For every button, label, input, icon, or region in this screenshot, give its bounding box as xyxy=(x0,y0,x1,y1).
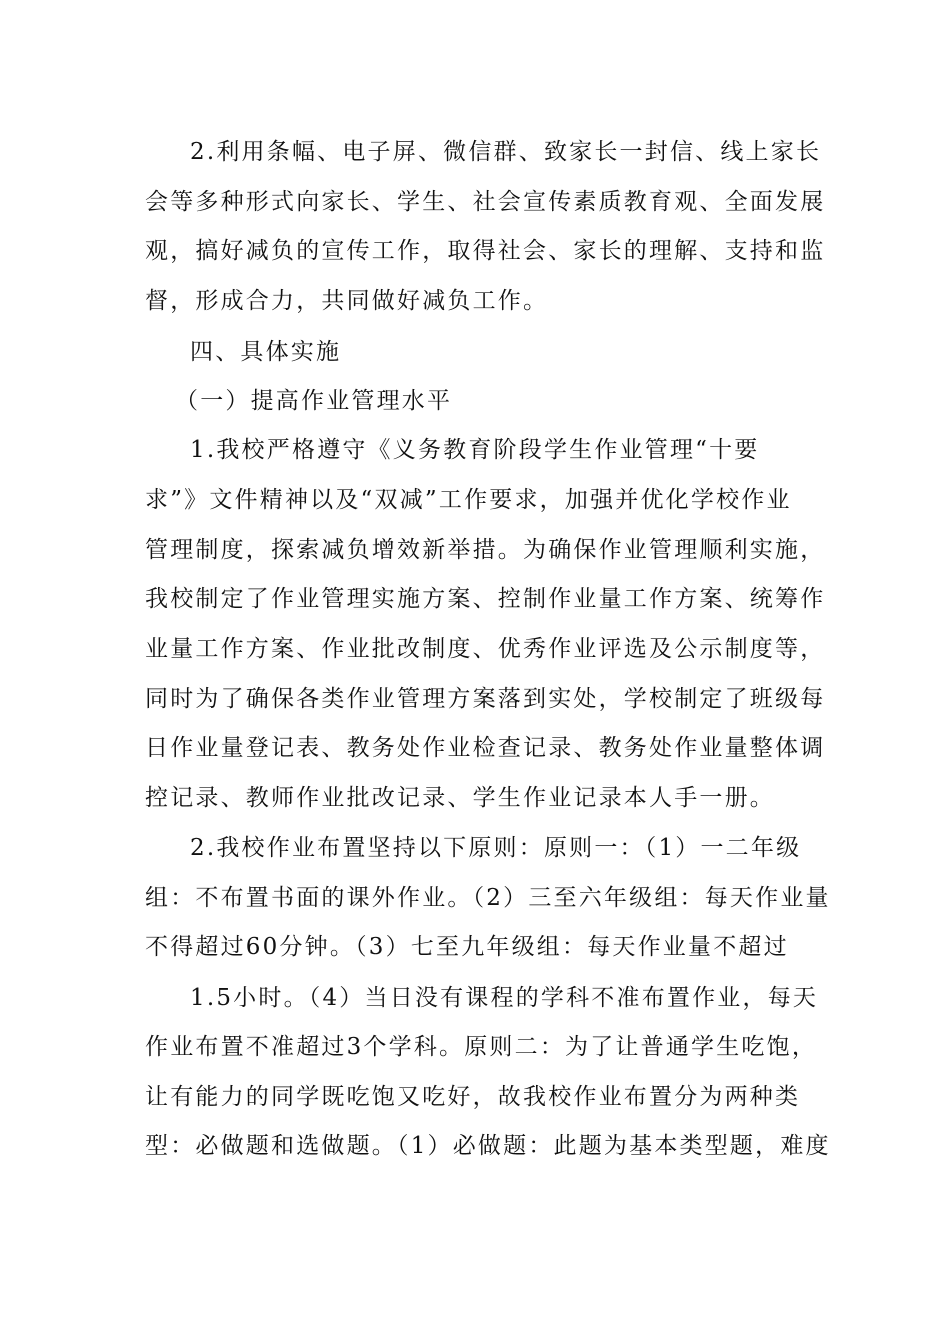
text-line: 不得超过60分钟。（3）七至九年级组：每天作业量不超过 xyxy=(145,934,789,960)
section-heading: 四、具体实施 xyxy=(190,339,342,365)
text-line: 控记录、教师作业批改记录、学生作业记录本人手一册。 xyxy=(145,785,775,811)
text-line: 日作业量登记表、教务处作业检查记录、教务处作业量整体调 xyxy=(145,735,826,761)
text-line: 我校制定了作业管理实施方案、控制作业量工作方案、统筹作 xyxy=(145,586,826,612)
text-line: 同时为了确保各类作业管理方案落到实处，学校制定了班级每 xyxy=(145,686,826,712)
text-line: 作业布置不准超过3个学科。原则二：为了让普通学生吃饱， xyxy=(145,1034,818,1060)
subsection-heading: （一）提高作业管理水平 xyxy=(175,388,453,414)
text-line: 让有能力的同学既吃饱又吃好，故我校作业布置分为两种类 xyxy=(145,1084,801,1110)
text-line: 组：不布置书面的课外作业。（2）三至六年级组：每天作业量 xyxy=(145,885,831,911)
text-line: 2.我校作业布置坚持以下原则：原则一：（1）一二年级 xyxy=(190,835,802,861)
text-line: 管理制度，探索减负增效新举措。为确保作业管理顺利实施， xyxy=(145,537,826,563)
text-line: 1.5小时。（4）当日没有课程的学科不准布置作业，每天 xyxy=(190,985,819,1011)
text-line: 督，形成合力，共同做好减负工作。 xyxy=(145,288,549,314)
text-line: 观，搞好减负的宣传工作，取得社会、家长的理解、支持和监 xyxy=(145,238,826,264)
text-line: 业量工作方案、作业批改制度、优秀作业评选及公示制度等， xyxy=(145,636,826,662)
text-line: 2.利用条幅、电子屏、微信群、致家长一封信、线上家长 xyxy=(190,139,822,165)
text-line: 1.我校严格遵守《义务教育阶段学生作业管理“十要 xyxy=(190,437,760,463)
text-line: 型：必做题和选做题。（1）必做题：此题为基本类型题，难度 xyxy=(145,1133,831,1159)
text-line: 会等多种形式向家长、学生、社会宣传素质教育观、全面发展 xyxy=(145,189,826,215)
text-line: 求”》文件精神以及“双减”工作要求，加强并优化学校作业 xyxy=(145,487,792,513)
